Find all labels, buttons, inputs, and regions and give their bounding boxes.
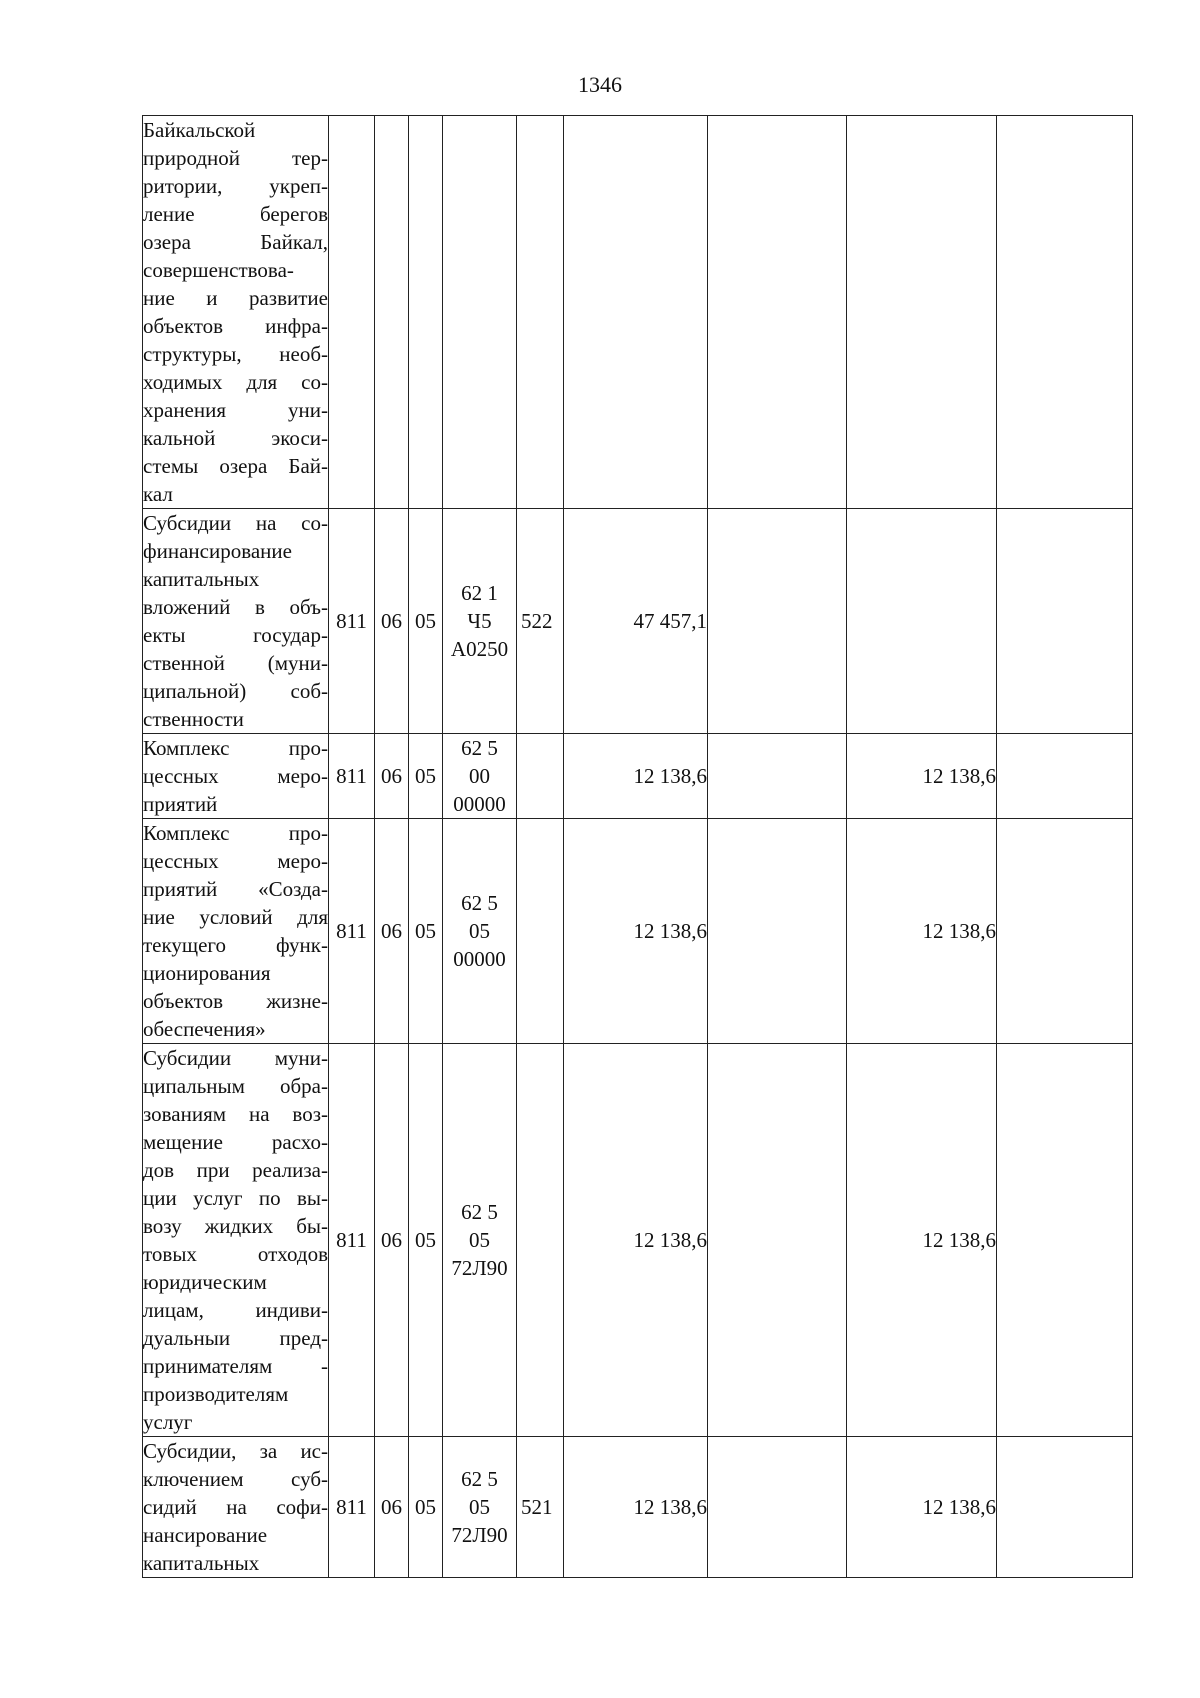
table-row (143, 116, 1133, 509)
name-line: принимателям - (143, 1354, 328, 1378)
cell-sum2 (708, 1044, 847, 1437)
cell-csr (443, 1437, 517, 1578)
name-line: дов при реализа- (143, 1158, 328, 1182)
name-line: Субсидии, за ис- (143, 1439, 328, 1463)
name-line: совершенствова- (143, 258, 294, 282)
name-line: Комплекс про- (143, 736, 328, 760)
cell-ved: 811 (329, 509, 375, 734)
cell-rz (375, 116, 409, 509)
cell-name (143, 1044, 329, 1437)
budget-table (142, 115, 1133, 1578)
name-line: ритории, укреп- (143, 174, 328, 198)
cell-name (143, 819, 329, 1044)
name-line: текущего функ- (143, 933, 328, 957)
csr-line: А0250 (450, 637, 509, 661)
name-line: структуры, необ- (143, 342, 328, 366)
cell-vr (517, 734, 564, 819)
cell-pr: 05 (409, 1044, 443, 1437)
table-row (143, 819, 1133, 1044)
cell-pr: 05 (409, 819, 443, 1044)
name-line: природной тер- (143, 146, 328, 170)
name-line: екты государ- (143, 623, 328, 647)
cell-vr (517, 116, 564, 509)
cell-sum2 (708, 819, 847, 1044)
name-line: юридическим (143, 1270, 267, 1294)
cell-vr (517, 1044, 564, 1437)
name-line: ходимых для со- (143, 370, 328, 394)
name-line: приятий «Созда- (143, 877, 328, 901)
name-line: возу жидких бы- (143, 1214, 328, 1238)
cell-csr (443, 509, 517, 734)
name-line: производителям (143, 1382, 289, 1406)
cell-sum4 (997, 116, 1133, 509)
cell-pr: 05 (409, 509, 443, 734)
cell-sum1 (564, 116, 708, 509)
name-line: озера Байкал, (143, 230, 328, 254)
cell-sum1: 12 138,6 (564, 1437, 708, 1578)
name-line: приятий (143, 792, 218, 816)
cell-name (143, 1437, 329, 1578)
cell-sum4 (997, 734, 1133, 819)
name-line: дуальныи пред- (143, 1326, 328, 1350)
name-line: мещение расхо- (143, 1130, 328, 1154)
name-line: финансирование (143, 539, 292, 563)
name-line: хранения уни- (143, 398, 328, 422)
csr-line: 05 (469, 919, 490, 943)
csr-line: 62 5 (461, 1467, 498, 1491)
cell-rz: 06 (375, 1437, 409, 1578)
cell-rz: 06 (375, 509, 409, 734)
name-line: ключением суб- (143, 1467, 328, 1491)
cell-sum4 (997, 1044, 1133, 1437)
csr-line: 62 5 (461, 736, 498, 760)
cell-ved: 811 (329, 819, 375, 1044)
name-line: цессных меро- (143, 849, 328, 873)
cell-pr (409, 116, 443, 509)
name-line: ципальным обра- (143, 1074, 328, 1098)
cell-sum1: 12 138,6 (564, 734, 708, 819)
name-line: ции услуг по вы- (143, 1186, 328, 1210)
cell-rz: 06 (375, 819, 409, 1044)
name-line: ние и развитие (143, 286, 328, 310)
cell-vr: 521 (517, 1437, 564, 1578)
name-line: объектов инфра- (143, 314, 328, 338)
cell-rz: 06 (375, 734, 409, 819)
cell-pr: 05 (409, 734, 443, 819)
csr-line: 72Л90 (451, 1256, 508, 1280)
cell-vr (517, 819, 564, 1044)
cell-csr (443, 819, 517, 1044)
name-line: Субсидии на со- (143, 511, 328, 535)
csr-line: 00 (469, 764, 490, 788)
name-line: Комплекс про- (143, 821, 328, 845)
cell-ved: 811 (329, 734, 375, 819)
cell-pr: 05 (409, 1437, 443, 1578)
name-line: ственности (143, 707, 244, 731)
cell-csr (443, 116, 517, 509)
name-line: капитальных (143, 1551, 260, 1575)
cell-ved: 811 (329, 1044, 375, 1437)
cell-sum1: 12 138,6 (564, 1044, 708, 1437)
cell-csr (443, 1044, 517, 1437)
name-line: объектов жизне- (143, 989, 328, 1013)
name-line: услуг (143, 1410, 193, 1434)
name-line: ственной (муни- (143, 651, 328, 675)
cell-name (143, 734, 329, 819)
name-line: кал (143, 482, 173, 506)
cell-ved: 811 (329, 1437, 375, 1578)
table-row (143, 1437, 1133, 1578)
cell-sum2 (708, 509, 847, 734)
page-number: 1346 (578, 72, 622, 97)
name-line: Байкальской (143, 118, 256, 142)
name-line: нансирование (143, 1523, 268, 1547)
csr-line: 62 5 (461, 1200, 498, 1224)
cell-sum4 (997, 1437, 1133, 1578)
cell-name (143, 116, 329, 509)
csr-line: 05 (469, 1228, 490, 1252)
csr-line: 72Л90 (451, 1523, 508, 1547)
table-body (143, 116, 1133, 1578)
csr-line: 62 1 (461, 581, 498, 605)
cell-sum2 (708, 734, 847, 819)
cell-ved (329, 116, 375, 509)
name-line: ление берегов (143, 202, 328, 226)
cell-vr: 522 (517, 509, 564, 734)
cell-sum3: 12 138,6 (847, 1044, 997, 1437)
cell-sum1: 12 138,6 (564, 819, 708, 1044)
csr-line: 00000 (453, 947, 506, 971)
name-line: цессных меро- (143, 764, 328, 788)
table-row (143, 509, 1133, 734)
name-line: Субсидии муни- (143, 1046, 328, 1070)
csr-line: Ч5 (467, 609, 492, 633)
csr-line: 05 (469, 1495, 490, 1519)
name-line: ние условий для (143, 905, 328, 929)
name-line: товых отходов (143, 1242, 328, 1266)
cell-sum2 (708, 1437, 847, 1578)
cell-csr (443, 734, 517, 819)
cell-sum1: 47 457,1 (564, 509, 708, 734)
name-line: сидий на софи- (143, 1495, 328, 1519)
table-row (143, 734, 1133, 819)
cell-sum3: 12 138,6 (847, 1437, 997, 1578)
cell-sum3: 12 138,6 (847, 734, 997, 819)
cell-sum4 (997, 819, 1133, 1044)
csr-line: 00000 (453, 792, 506, 816)
name-line: вложений в объ- (143, 595, 328, 619)
cell-sum3 (847, 116, 997, 509)
cell-sum3 (847, 509, 997, 734)
table-row (143, 1044, 1133, 1437)
cell-sum4 (997, 509, 1133, 734)
cell-name (143, 509, 329, 734)
name-line: лицам, индиви- (143, 1298, 328, 1322)
name-line: зованиям на воз- (143, 1102, 328, 1126)
csr-line: 62 5 (461, 891, 498, 915)
cell-rz: 06 (375, 1044, 409, 1437)
name-line: обеспечения» (143, 1017, 266, 1041)
name-line: стемы озера Бай- (143, 454, 328, 478)
name-line: кальной экоси- (143, 426, 328, 450)
cell-sum3: 12 138,6 (847, 819, 997, 1044)
name-line: капитальных (143, 567, 260, 591)
name-line: ционирования (143, 961, 271, 985)
name-line: ципальной) соб- (143, 679, 328, 703)
cell-sum2 (708, 116, 847, 509)
